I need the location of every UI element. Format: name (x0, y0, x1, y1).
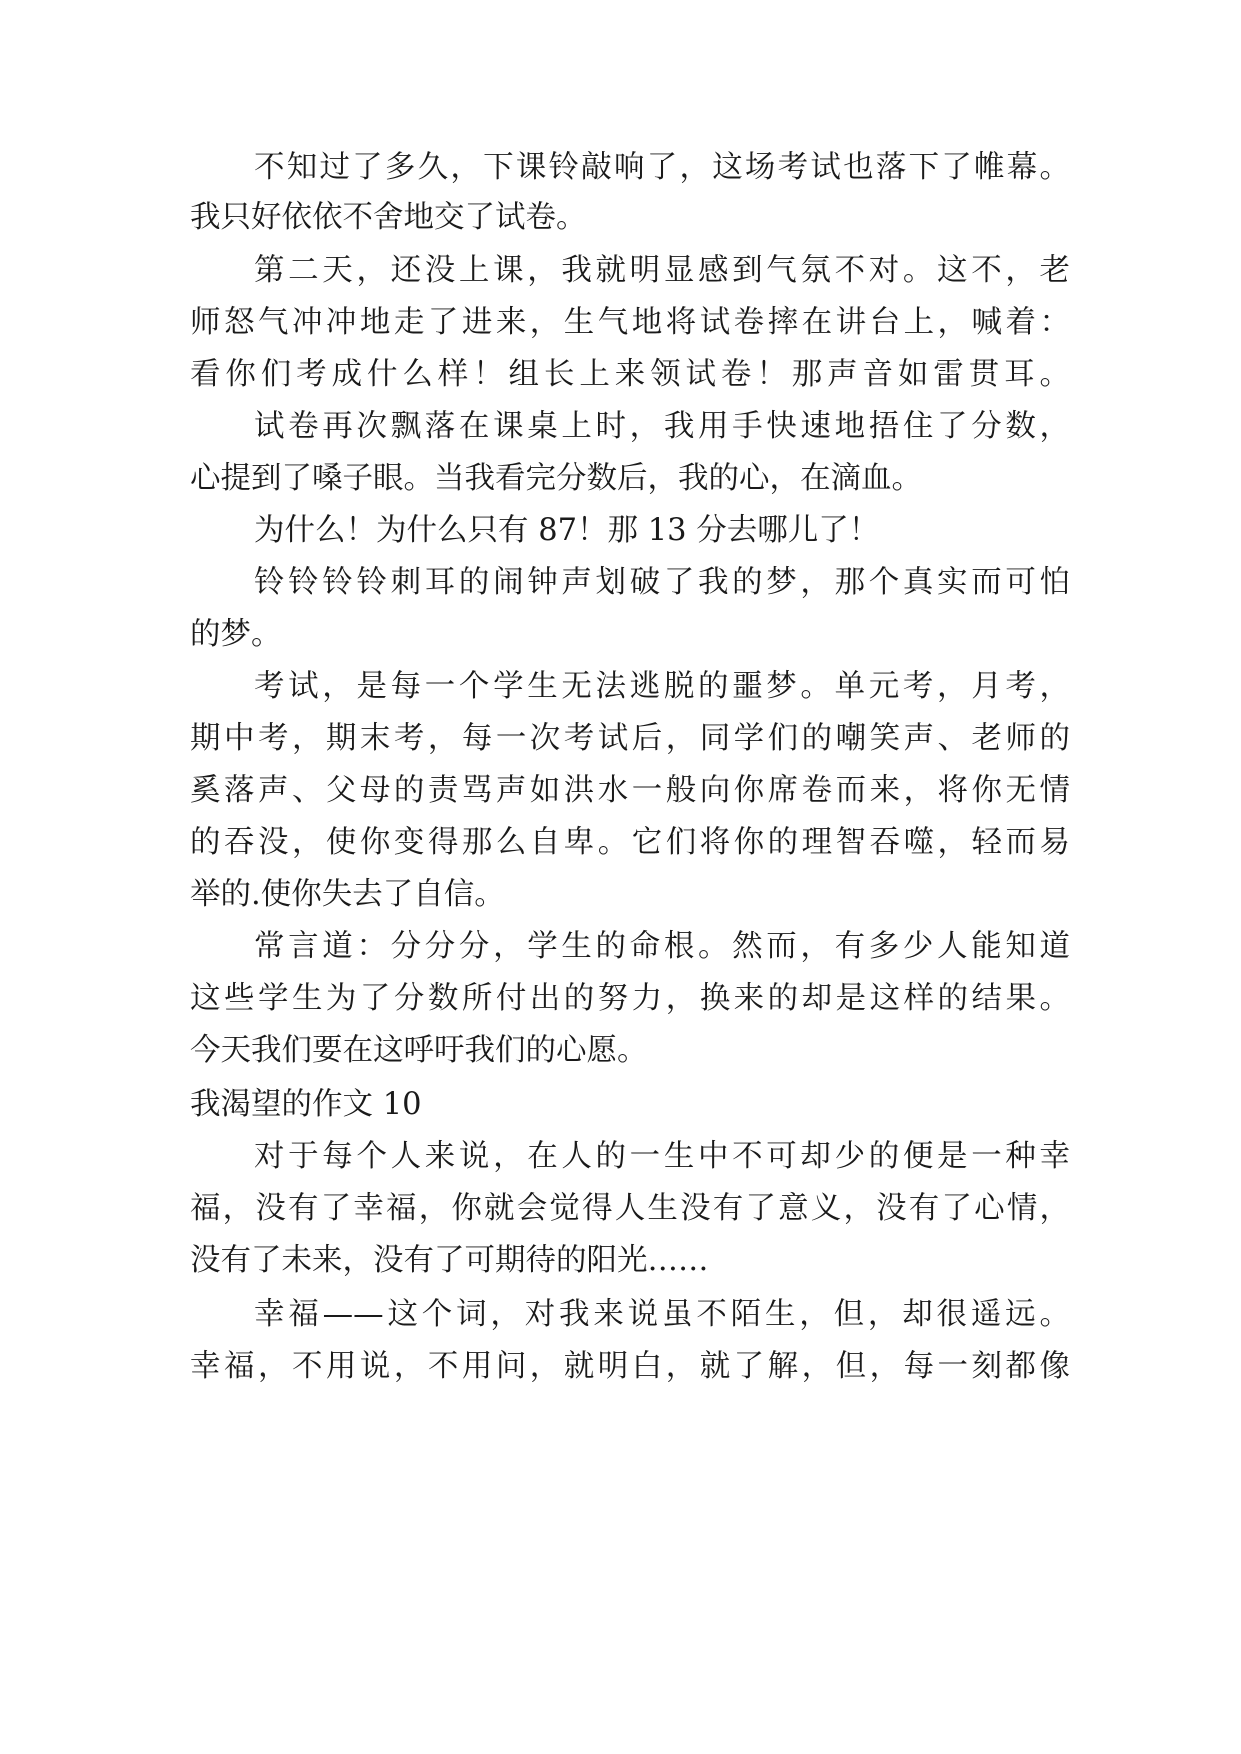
paragraph-line: 的吞没，使你变得那么自卑。它们将你的理智吞噬，轻而易 (190, 825, 1070, 860)
paragraph-line: 为什么！为什么只有 87！那 13 分去哪儿了！ (254, 513, 880, 548)
paragraph-line: 福，没有了幸福，你就会觉得人生没有了意义，没有了心情， (190, 1191, 1070, 1226)
paragraph-line: 心提到了嗓子眼。当我看完分数后，我的心，在滴血。 (190, 461, 922, 496)
paragraph-line: 对于每个人来说，在人的一生中不可却少的便是一种幸 (254, 1139, 1070, 1174)
paragraph-line: 这些学生为了分数所付出的努力，换来的却是这样的结果。 (190, 981, 1070, 1016)
paragraph-line: 看你们考成什么样！组长上来领试卷！那声音如雷贯耳。 (190, 357, 1070, 392)
paragraph-line: 的梦。 (190, 617, 282, 652)
paragraph-line: 奚落声、父母的责骂声如洪水一般向你席卷而来，将你无情 (190, 773, 1070, 808)
paragraph-line: 考试，是每一个学生无法逃脱的噩梦。单元考，月考， (254, 669, 1070, 704)
paragraph-line: 第二天，还没上课，我就明显感到气氛不对。这不，老 (254, 253, 1070, 288)
paragraph-line: 铃铃铃铃刺耳的闹钟声划破了我的梦，那个真实而可怕 (254, 565, 1070, 600)
paragraph-line: 幸福，不用说，不用问，就明白，就了解，但，每一刻都像 (190, 1349, 1070, 1384)
paragraph-line: 常言道：分分分，学生的命根。然而，有多少人能知道 (254, 929, 1070, 964)
paragraph-line: 我只好依依不舍地交了试卷。 (190, 200, 587, 235)
paragraph-line: 举的.使你失去了自信。 (190, 877, 505, 912)
paragraph-line: 师怒气冲冲地走了进来，生气地将试卷摔在讲台上，喊着： (190, 305, 1070, 340)
paragraph-line: 不知过了多久，下课铃敲响了，这场考试也落下了帷幕。 (254, 150, 1070, 185)
paragraph-line: 幸福——这个词，对我来说虽不陌生，但，却很遥远。 (254, 1297, 1070, 1332)
paragraph-line: 没有了未来，没有了可期待的阳光…… (190, 1243, 709, 1278)
section-heading: 我渴望的作文 10 (190, 1087, 422, 1122)
paragraph-line: 试卷再次飘落在课桌上时，我用手快速地捂住了分数， (254, 409, 1070, 444)
paragraph-line: 期中考，期末考，每一次考试后，同学们的嘲笑声、老师的 (190, 721, 1070, 756)
paragraph-line: 今天我们要在这呼吁我们的心愿。 (190, 1033, 648, 1068)
